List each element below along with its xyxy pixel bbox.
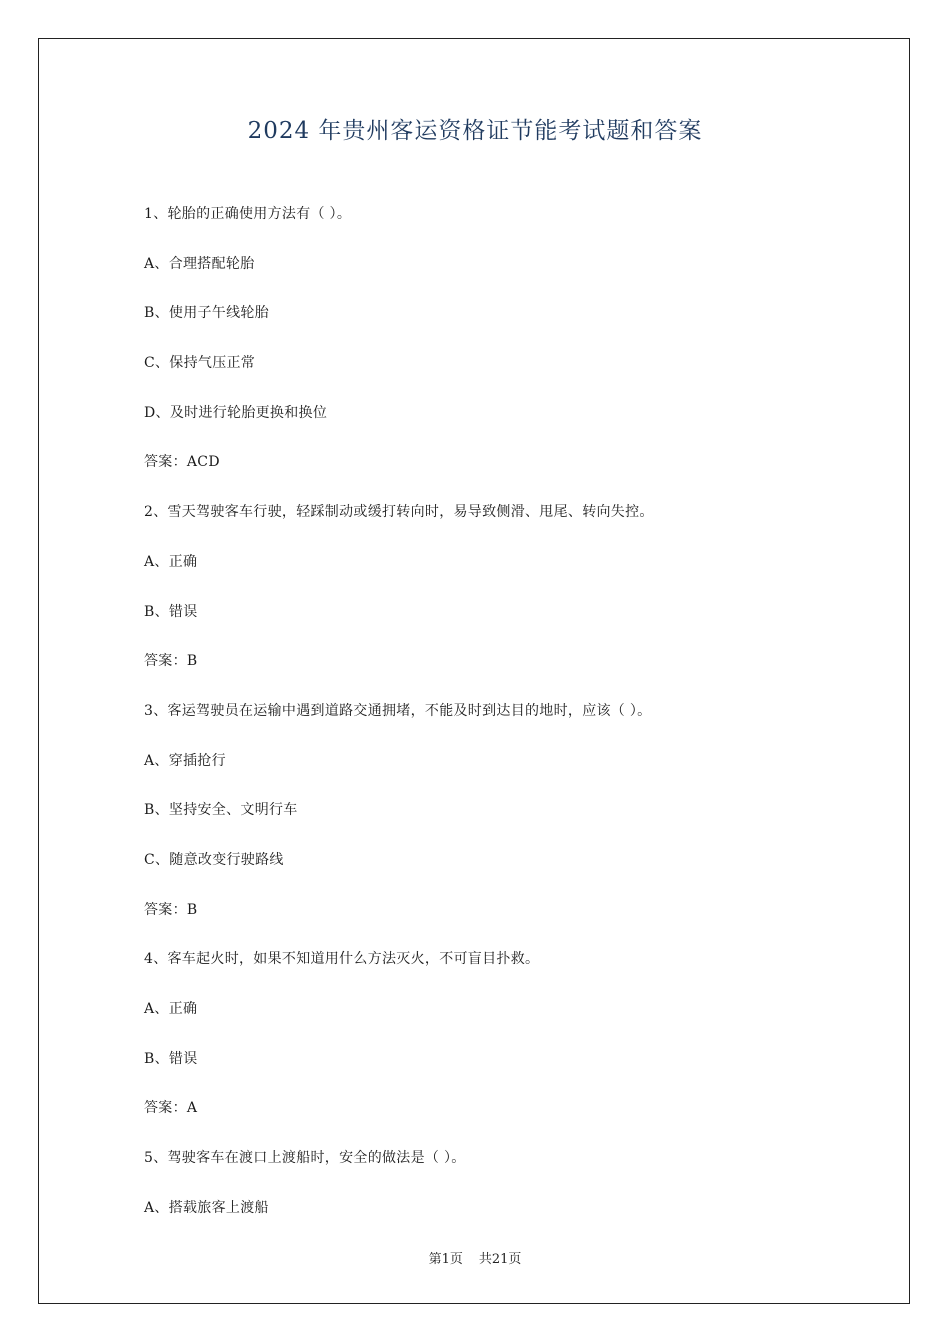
answer-key: 答案：A (144, 1100, 198, 1117)
answer-option: A、合理搭配轮胎 (144, 255, 255, 272)
question-text: 5、驾驶客车在渡口上渡船时，安全的做法是（ ）。 (144, 1150, 466, 1167)
page-total: 共21页 (478, 1252, 522, 1267)
answer-option: B、使用子午线轮胎 (144, 305, 269, 322)
question-text: 4、客车起火时，如果不知道用什么方法灭火，不可盲目扑救。 (144, 951, 540, 968)
answer-key: 答案：B (144, 901, 198, 918)
answer-option: D、及时进行轮胎更换和换位 (144, 404, 328, 421)
answer-option: B、坚持安全、文明行车 (144, 802, 298, 819)
answer-option: A、穿插抢行 (144, 752, 226, 769)
document-title: 2024 年贵州客运资格证节能考试题和答案 (247, 118, 703, 144)
answer-option: A、正确 (144, 553, 198, 570)
answer-option: C、保持气压正常 (144, 355, 256, 372)
question-text: 1、轮胎的正确使用方法有（ ）。 (144, 206, 352, 222)
answer-option: A、搭载旅客上渡船 (144, 1199, 269, 1216)
page-footer (0, 1248, 950, 1267)
answer-option: B、错误 (144, 1050, 198, 1067)
question-text: 2、雪天驾驶客车行驶，轻踩制动或缓打转向时，易导致侧滑、甩尾、转向失控。 (144, 504, 654, 521)
question-list (144, 203, 844, 1246)
question-text: 3、客运驾驶员在运输中遇到道路交通拥堵，不能及时到达目的地时，应该（ ）。 (144, 702, 652, 719)
answer-option: A、正确 (144, 1001, 198, 1017)
answer-key: 答案：ACD (144, 454, 220, 471)
page-number: 第1页 (428, 1252, 463, 1267)
answer-key: 答案：B (144, 653, 198, 670)
answer-option: B、错误 (144, 603, 198, 620)
answer-option: C、随意改变行驶路线 (144, 851, 284, 868)
